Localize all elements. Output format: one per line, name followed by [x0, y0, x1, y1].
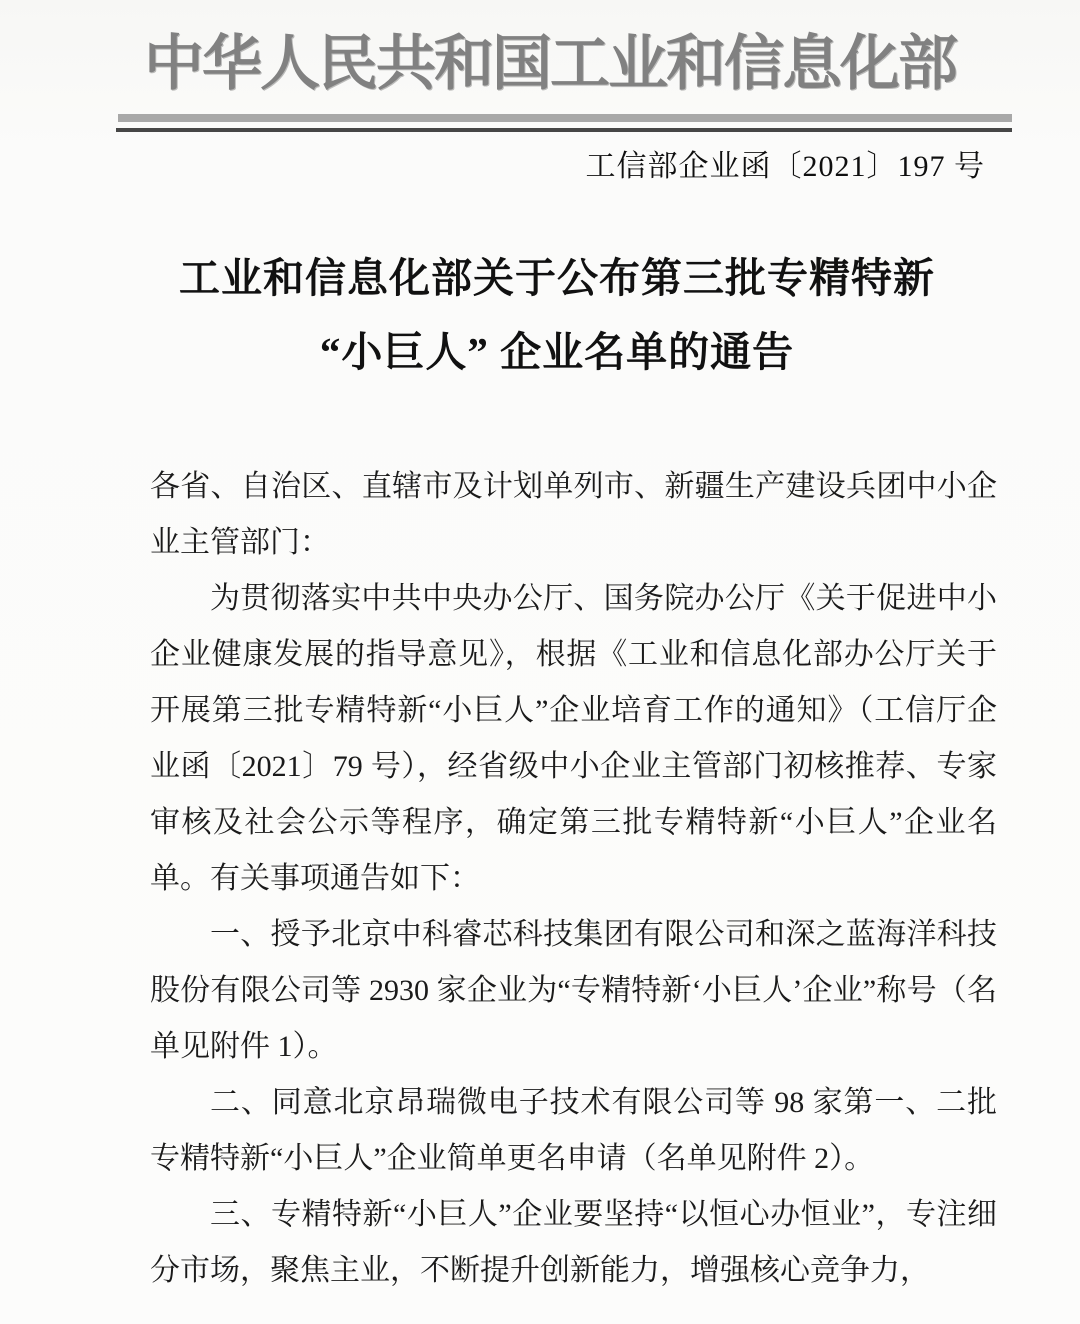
notice-title: [0, 241, 1080, 389]
document-number: 工信部企业函〔2021〕197 号: [585, 150, 985, 183]
item-1-paragraph: 一、授予北京中科睿芯科技集团有限公司和深之蓝海洋科技股份有限公司等 2930 家企业为“专精特新‘小巨人’企业”称号（名单见附件 1）。: [150, 918, 997, 1063]
notice-title-line1: 工业和信息化部关于公布第三批专精特新: [179, 255, 935, 301]
item-2-paragraph: 二、同意北京昂瑞微电子技术有限公司等 98 家第一、二批专精特新“小巨人”企业简单更名申请（名单见附件 2）。: [150, 1086, 997, 1175]
letterhead-rule-thick: [118, 114, 1012, 122]
letterhead: [0, 0, 1080, 185]
salutation-paragraph: 各省、自治区、直辖市及计划单列市、新疆生产建设兵团中小企业主管部门：: [150, 470, 997, 559]
notice-title-line2: “小巨人” 企业名单的通告: [319, 329, 795, 375]
ministry-name-heading: 中华人民共和国工业和信息化部: [144, 31, 956, 97]
letterhead-rule-thin: [116, 128, 1012, 132]
notice-body: [150, 459, 997, 1299]
item-3-paragraph: 三、专精特新“小巨人”企业要坚持“以恒心办恒业”，专注细分市场，聚焦主业，不断提升创新能力，增强核心竞争力，: [150, 1198, 997, 1287]
intro-paragraph: 为贯彻落实中共中央办公厅、国务院办公厅《关于促进中小企业健康发展的指导意见》，根据《工业和信息化部办公厅关于开展第三批专精特新“小巨人”企业培育工作的通知》（工信厅企业函〔2021〕79 号），经省级中小企业主管部门初核推荐、专家审核及社会公示等程序，确定第三批专精特新“小巨人”企业名单。有关事项通告如下：: [150, 582, 997, 895]
